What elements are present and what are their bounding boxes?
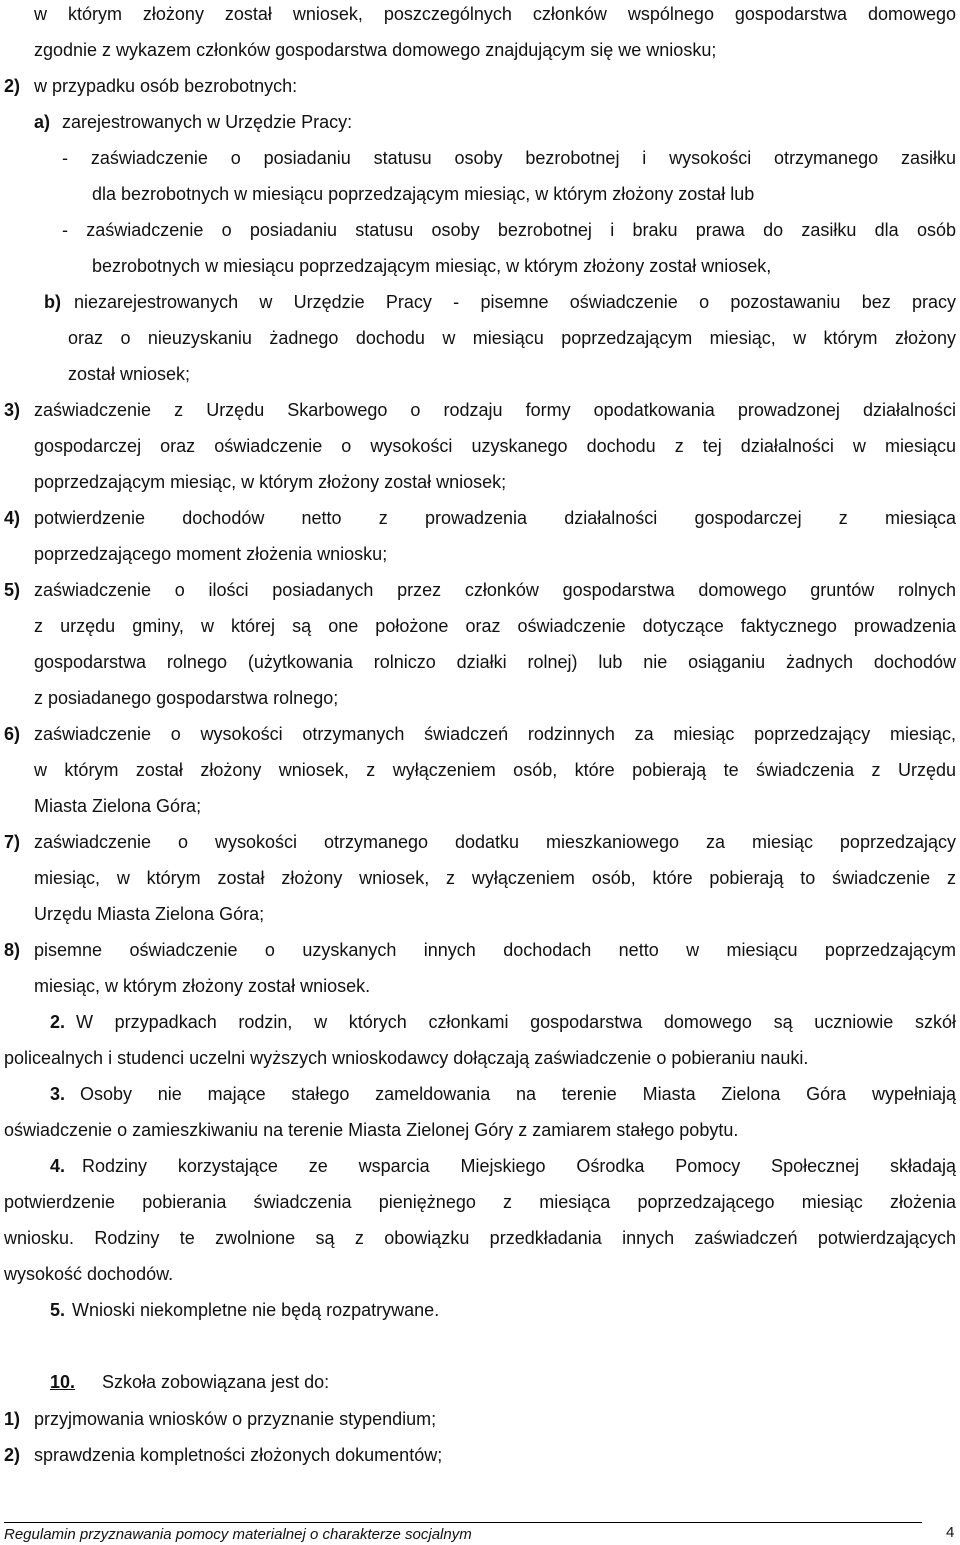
section-number: 10. [50,1372,76,1392]
text-line: Wnioski niekompletne nie będą rozpatrywane. [72,1300,440,1320]
item-number: 4) [4,508,21,528]
item-number: 8) [4,940,21,960]
text-line: Urzędu Miasta Zielona Góra; [34,904,265,924]
item-number: 7) [4,832,21,852]
text-line: zaświadczenie z Urzędu Skarbowego o rodzaju formy opodatkowania prowadzonej działalności [34,400,956,420]
text-line: zaświadczenie o ilości posiadanych przez członków gospodarstwa domowego gruntów rolnych [34,580,956,600]
text-line: policealnych i studenci uczelni wyższych wnioskodawcy dołączają zaświadczenie o pobieraniu nauki. [4,1048,809,1068]
section-number: 5. [50,1300,66,1320]
text-line: w przypadku osób bezrobotnych: [34,76,298,96]
item-number: 2) [4,1445,21,1465]
text-line: Osoby nie mające stałego zameldowania na terenie Miasta Zielona Góra wypełniają [80,1084,956,1104]
item-letter: a) [34,112,51,132]
text-line: został wniosek; [68,364,191,384]
text-line: Rodziny korzystające ze wsparcia Miejskiego Ośrodka Pomocy Społecznej składają [82,1156,956,1176]
text-line: zaświadczenie o wysokości otrzymanego dodatku mieszkaniowego za miesiąc poprzedzający [34,832,956,852]
text-line: - zaświadczenie o posiadaniu statusu osoby bezrobotnej i wysokości otrzymanego zasiłku [62,148,956,168]
text-line: poprzedzającym miesiąc, w którym złożony został wniosek; [34,472,507,492]
section-number: 4. [50,1156,66,1176]
text-line: zarejestrowanych w Urzędzie Pracy: [62,112,353,132]
text-line: potwierdzenie pobierania świadczenia pieniężnego z miesiąca poprzedzającego miesiąc złożenia [4,1192,956,1212]
footer-title: Regulamin przyznawania pomocy materialnej o charakterze socjalnym [4,1526,472,1543]
text-line: Szkoła zobowiązana jest do: [102,1372,330,1392]
text-line: w którym złożony został wniosek, poszczególnych członków wspólnego gospodarstwa domowego [34,4,956,24]
text-line: w którym został złożony wniosek, z wyłączeniem osób, które pobierają te świadczenia z Urzędu [34,760,956,780]
item-letter: b) [44,292,61,312]
text-line: potwierdzenie dochodów netto z prowadzenia działalności gospodarczej z miesiąca [34,508,956,528]
text-line: zgodnie z wykazem członków gospodarstwa domowego znajdującym się we wniosku; [34,40,717,60]
item-number: 5) [4,580,21,600]
text-line: poprzedzającego moment złożenia wniosku; [34,544,388,564]
text-line: bezrobotnych w miesiącu poprzedzającym miesiąc, w którym złożony został wniosek, [92,256,772,276]
text-line: wysokość dochodów. [4,1264,174,1284]
text-line: oświadczenie o zamieszkiwaniu na terenie Miasta Zielonej Góry z zamiarem stałego pobytu. [4,1120,739,1140]
item-number: 6) [4,724,21,744]
section-number: 3. [50,1084,66,1104]
page-number: 4 [946,1524,955,1541]
text-line: niezarejestrowanych w Urzędzie Pracy - pisemne oświadczenie o pozostawaniu bez pracy [74,292,956,312]
text-line: gospodarczej oraz oświadczenie o wysokości uzyskanego dochodu z tej działalności w miesiącu [34,436,956,456]
text-line: wniosku. Rodziny te zwolnione są z obowiązku przedkładania innych zaświadczeń potwierdzających [4,1228,956,1248]
text-line: Miasta Zielona Góra; [34,796,202,816]
text-line: - zaświadczenie o posiadaniu statusu osoby bezrobotnej i braku prawa do zasiłku dla osób [62,220,956,240]
text-line: gospodarstwa rolnego (użytkowania rolniczo działki rolnej) lub nie osiąganiu żadnych dochodów [34,652,956,672]
text-line: oraz o nieuzyskaniu żadnego dochodu w miesiącu poprzedzającym miesiąc, w którym złożony [68,328,956,348]
item-number: 2) [4,76,21,96]
text-line: zaświadczenie o wysokości otrzymanych świadczeń rodzinnych za miesiąc poprzedzający miesiąc, [34,724,956,744]
item-number: 3) [4,400,21,420]
text-line: dla bezrobotnych w miesiącu poprzedzającym miesiąc, w którym złożony został lub [92,184,755,204]
text-line: miesiąc, w którym został złożony wniosek, z wyłączeniem osób, które pobierają to świadczenie z [34,868,956,888]
text-line: W przypadkach rodzin, w których członkami gospodarstwa domowego są uczniowie szkół [76,1012,956,1032]
footer-divider [4,1522,922,1523]
text-line: przyjmowania wniosków o przyznanie stypendium; [34,1409,437,1429]
item-number: 1) [4,1409,21,1429]
section-number: 2. [50,1012,66,1032]
text-line: z posiadanego gospodarstwa rolnego; [34,688,339,708]
text-line: pisemne oświadczenie o uzyskanych innych dochodach netto w miesiącu poprzedzającym [34,940,956,960]
text-line: z urzędu gminy, w której są one położone oraz oświadczenie dotyczące faktycznego prowadzenia [34,616,956,636]
text-line: miesiąc, w którym złożony został wniosek. [34,976,371,996]
text-line: sprawdzenia kompletności złożonych dokumentów; [34,1445,443,1465]
